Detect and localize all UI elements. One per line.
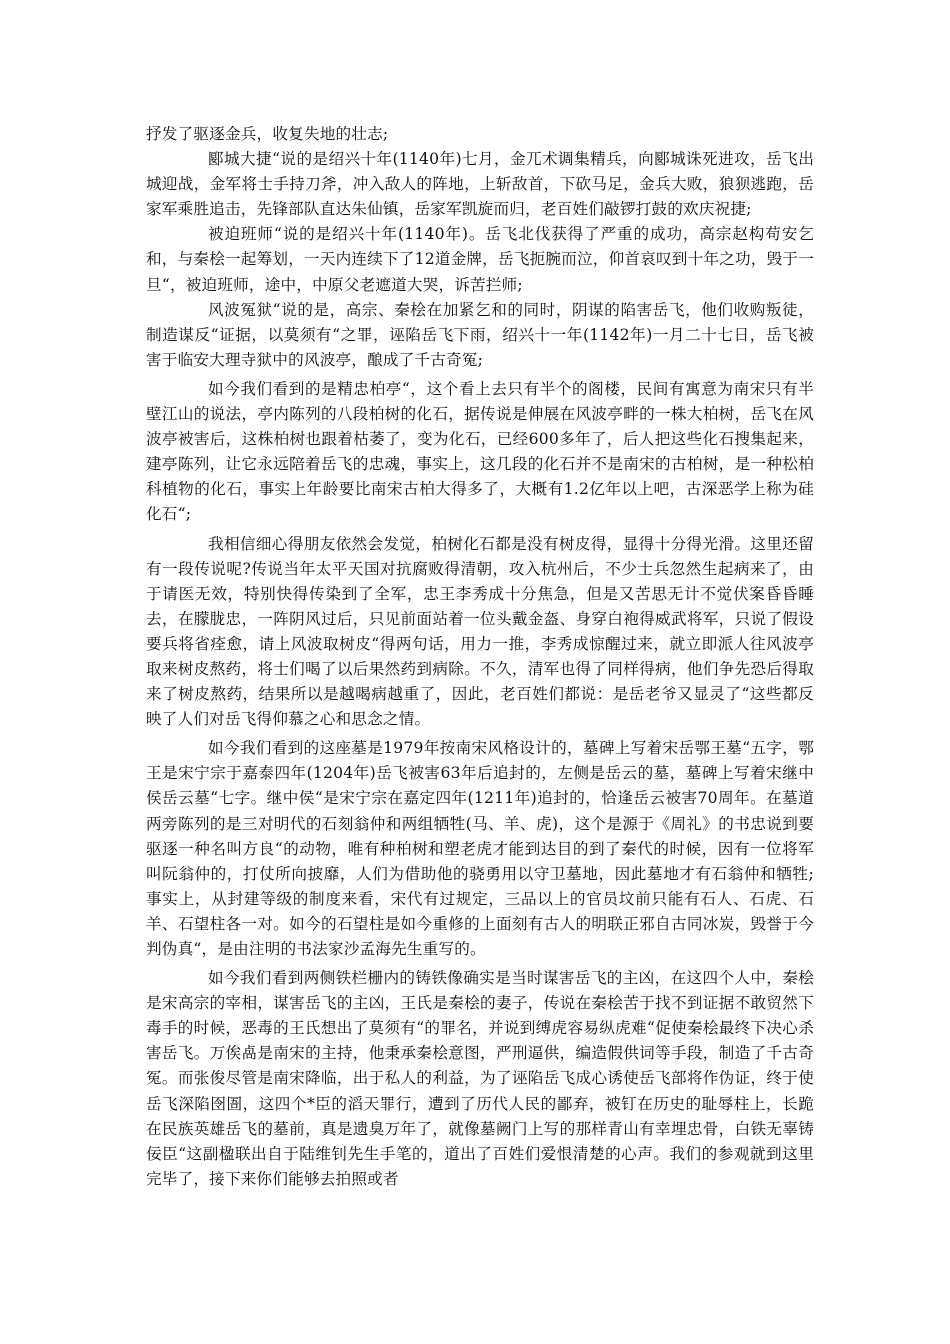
paragraph-4: 风波冤狱“说的是，高宗、秦桧在加紧乞和的同时，阴谋的陷害岳飞，他们收购叛徒，制造谋反“证据，以莫须有“之罪，诬陷岳飞下雨，绍兴十一年(1142年)一月二十七日，岳飞被害于临安大理寺狱中的风波亭，酿成了千古奇冤; xyxy=(146,300,814,369)
paragraph-2: 郾城大捷“说的是绍兴十年(1140年)七月，金兀术调集精兵，向郾城诛死进攻，岳飞出城迎战，金军将士手持刀斧，冲入敌人的阵地，上斩敌首，下砍马足，金兵大败，狼狈逃跑，岳家军乘胜追击，先锋部队直达朱仙镇，岳家军凯旋而归，老百姓们敲锣打鼓的欢庆祝捷; xyxy=(146,150,814,219)
paragraph-6: 我相信细心得朋友依然会发觉，柏树化石都是没有树皮得，显得十分得光滑。这里还留有一段传说呢?传说当年太平天国对抗腐败得清朝，攻入杭州后，不少士兵忽然生起病来了，由于请医无效，特别快得传染到了全军，忠王李秀成十分焦急，但是又苦思无计不觉伏案昏昏睡去，在朦胧忠，一阵阴风过后，只见前面站着一位头戴金盔、身穿白袍得威武将军，只说了假设要兵将省痊愈，请上风波取树皮“得两句话，用力一推，李秀成惊醒过来，就立即派人往风波亭取来树皮熬药，将士们喝了以后果然药到病除。不久，清军也得了同样得病，他们争先恐后得取来了树皮熬药，结果所以是越喝病越重了，因此，老百姓们都说：是岳老爷又显灵了“这些都反映了人们对岳飞得仰慕之心和思念之情。 xyxy=(146,534,814,729)
paragraph-8: 如今我们看到两侧铁栏栅内的铸铁像确实是当时谋害岳飞的主凶，在这四个人中，秦桧是宋高宗的宰相，谋害岳飞的主凶，王氏是秦桧的妻子，传说在秦桧苦于找不到证据不敢贸然下毒手的时候，恶毒的王氏想出了莫须有“的罪名，并说到缚虎容易纵虎难“促使秦桧最终下决心杀害岳飞。万俟卨是南宋的主持，他秉承秦桧意图，严刑逼供，编造假供词等手段，制造了千古奇冤。而张俊尽管是南宋降临，出于私人的利益，为了诬陷岳飞成心诱使岳飞部将作伪证，终于使岳飞深陷囹圄，这四个*臣的滔天罪行，遭到了历代人民的鄙弃，被钉在历史的耻辱柱上，长跪在民族英雄岳飞的墓前，真是遗臭万年了，就像墓阙门上写的那样青山有幸埋忠骨，白铁无辜铸佞臣“这副楹联出自于陆维钊先生手笔的，道出了百姓们爱恨清楚的心声。我们的参观就到这里完毕了，接下来你们能够去拍照或者 xyxy=(146,969,814,1188)
document-page xyxy=(146,122,814,1192)
paragraph-3: 被迫班师“说的是绍兴十年(1140年)。岳飞北伐获得了严重的成功，高宗赵构苟安乞和，与秦桧一起筹划，一天内连续下了12道金牌，岳飞扼腕而泣，仰首哀叹到十年之功，毁于一旦“，被迫班师，途中，中原父老遮道大哭，诉苦拦师; xyxy=(146,225,814,294)
paragraph-5: 如今我们看到的是精忠柏亭“，这个看上去只有半个的阁楼，民间有寓意为南宋只有半壁江山的说法，亭内陈列的八段柏树的化石，据传说是伸展在风波亭畔的一株大柏树，岳飞在风波亭被害后，这株柏树也跟着枯萎了，变为化石，已经600多年了，后人把这些化石搜集起来，建亭陈列，让它永远陪着岳飞的忠魂，事实上，这几段的化石并不是南宋的古柏树，是一种松柏科植物的化石，事实上年龄要比南宋古柏大得多了，大概有1.2亿年以上吧，古深恶学上称为硅化石“; xyxy=(146,379,814,524)
paragraph-1: 抒发了驱逐金兵，收复失地的壮志; xyxy=(146,125,389,143)
paragraph-7: 如今我们看到的这座墓是1979年按南宋风格设计的，墓碑上写着宋岳鄂王墓“五字，鄂王是宋宁宗于嘉泰四年(1204年)岳飞被害63年后追封的，左侧是岳云的墓，墓碑上写着宋继中侯岳云墓“七字。继中侯“是宋宁宗在嘉定四年(1211年)追封的，恰逢岳云被害70周年。在墓道两旁陈列的是三对明代的石刻翁仲和两组牺牲(马、羊、虎)，这个是源于《周礼》的书忠说到要驱逐一种名叫方良“的动物，唯有种柏树和塑老虎才能到达目的到了秦代的时候，因有一位将军叫阮翁仲的，打仗所向披靡，人们为借助他的骁勇用以守卫墓地，因此墓地才有石翁仲和牺牲;事实上，从封建等级的制度来看，宋代有过规定，三品以上的官员坟前只能有石人、石虎、石羊、石望柱各一对。如今的石望柱是如今重修的上面刻有古人的明联正邪自古同冰炭，毁誉于今判伪真“，是由注明的书法家沙孟海先生重写的。 xyxy=(146,739,814,958)
